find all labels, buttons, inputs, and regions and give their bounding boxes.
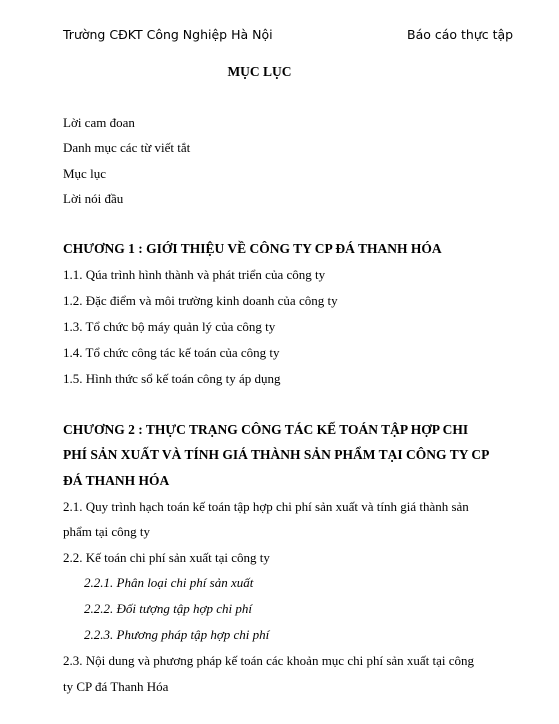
chapter-1-title: CHƯƠNG 1 : GIỚI THIỆU VỀ CÔNG TY CP ĐÁ THANH HÓA <box>63 241 442 256</box>
chapter-2-title-line-1: CHƯƠNG 2 : THỰC TRẠNG CÔNG TÁC KẾ TOÁN TẬP HỢP CHI <box>63 422 469 437</box>
toc-entry-abbreviations: Danh mục các từ viết tắt <box>63 140 191 155</box>
header-school-name: Trường CĐKT Công Nghiệp Hà Nội <box>63 27 273 42</box>
toc-entry-2-1-line-2: phẩm tại công ty <box>63 524 151 539</box>
toc-entry-2-1-line-1: 2.1. Quy trình hạch toán kế toán tập hợp chi phí sản xuất và tính giá thành sản <box>63 499 469 514</box>
chapter-2-title-line-3: ĐÁ THANH HÓA <box>63 473 170 488</box>
toc-entry-2-3-line-2: ty CP đá Thanh Hóa <box>63 679 169 694</box>
toc-entry-commitment: Lời cam đoan <box>63 115 135 130</box>
toc-entry-2-2: 2.2. Kế toán chi phí sản xuất tại công ty <box>63 550 270 565</box>
header-report-type: Báo cáo thực tập <box>407 27 514 42</box>
toc-entry-1-4: 1.4. Tổ chức công tác kế toán của công ty <box>63 345 280 360</box>
toc-entry-2-2-1: 2.2.1. Phân loại chi phí sản xuất <box>84 575 254 590</box>
toc-entry-2-2-2: 2.2.2. Đối tượng tập hợp chi phí <box>84 601 252 616</box>
chapter-2-title-line-2: PHÍ SẢN XUẤT VÀ TÍNH GIÁ THÀNH SẢN PHẨM TẠI CÔNG TY CP <box>63 447 490 462</box>
toc-entry-1-1: 1.1. Qúa trình hình thành và phát triển của công ty <box>63 267 326 282</box>
toc-entry-2-3-line-1: 2.3. Nội dung và phương pháp kế toán các khoản mục chi phí sản xuất tại công <box>63 653 475 668</box>
toc-entry-1-5: 1.5. Hình thức sổ kế toán công ty áp dụng <box>63 371 281 386</box>
toc-entry-2-2-3: 2.2.3. Phương pháp tập hợp chi phí <box>84 627 270 642</box>
toc-title <box>0 64 559 80</box>
toc-entry-1-3: 1.3. Tổ chức bộ máy quản lý của công ty <box>63 319 276 334</box>
toc-entry-contents: Mục lục <box>63 166 106 181</box>
toc-entry-1-2: 1.2. Đặc điểm và môi trường kinh doanh của công ty <box>63 293 338 308</box>
toc-entry-preface: Lời nói đầu <box>63 191 124 206</box>
toc-title-text: MỤC LỤC <box>227 64 292 79</box>
